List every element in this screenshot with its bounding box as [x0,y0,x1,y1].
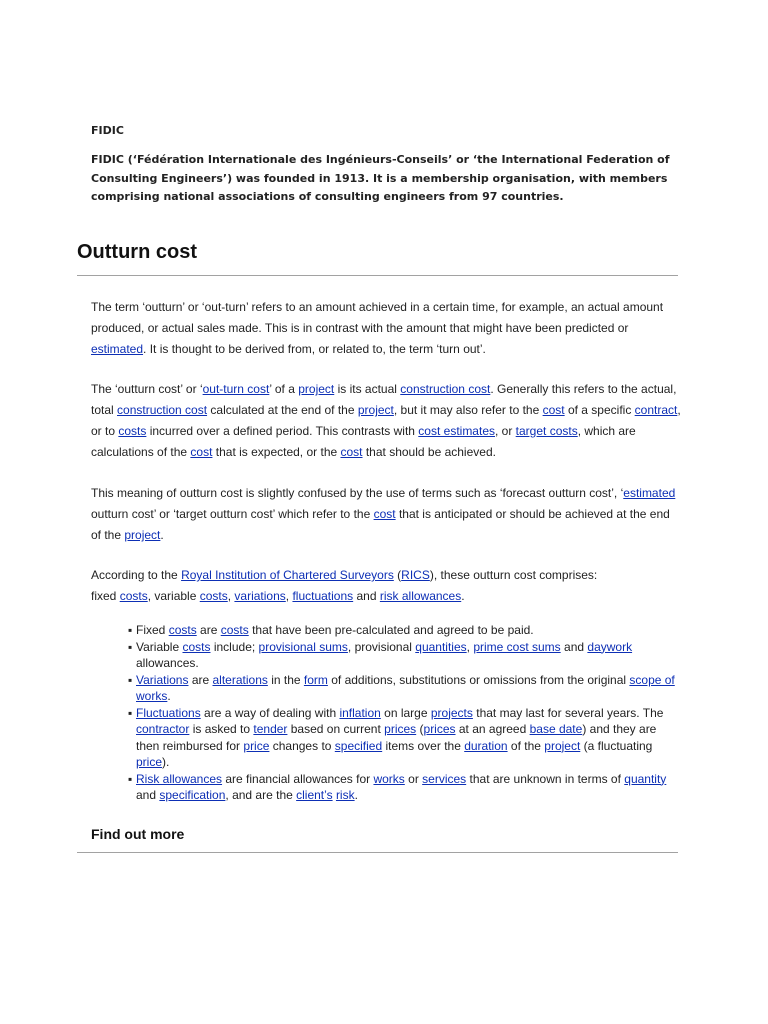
text: According to the [91,568,182,582]
heading-divider [77,275,678,276]
text: of additions, substitutions or omissions from the original [327,672,630,687]
text: calculated at the end of the [207,403,358,417]
link-target-costs[interactable]: target costs [515,424,578,438]
text: are [196,623,221,637]
link-daywork[interactable]: daywork [587,639,633,654]
link-costs[interactable]: costs [119,589,148,603]
bullet-icon: ▪ [128,623,133,637]
link-specified[interactable]: specified [334,738,383,753]
list-item [128,705,678,771]
link-price[interactable]: price [136,755,163,769]
bullet-icon: ▪ [128,639,133,654]
text: ( [393,568,402,582]
cost-components-list [128,622,678,804]
link-cost[interactable]: cost [340,445,363,459]
fidic-title: FIDIC [91,124,124,137]
text: changes to [269,738,335,753]
text: , which are calculations of the [91,424,636,459]
text: . Generally this refers to the actual, total [91,382,677,417]
bullet-icon: ▪ [128,672,133,687]
link-base-date[interactable]: base date [529,722,583,736]
link-form[interactable]: form [303,672,328,687]
text: ’ of a [269,382,299,396]
text: The ‘outturn cost’ or ‘ [91,382,203,396]
link-project[interactable]: project [357,403,394,417]
link-tender[interactable]: tender [253,722,288,736]
link-provisional-sums[interactable]: provisional sums [258,639,348,654]
text: allowances. [136,656,199,670]
text: or [404,771,423,786]
link-variations[interactable]: variations [234,589,286,603]
link-out-turn-cost[interactable]: out-turn cost [202,382,270,396]
text: that is expected, or the [212,445,341,459]
link-rics[interactable]: RICS [401,568,430,582]
text: , but it may also refer to the [393,403,543,417]
link-costs[interactable]: costs [199,589,228,603]
text: that should be achieved. [362,445,496,459]
text: . [160,528,164,542]
paragraph-outturn-cost [91,379,681,463]
text: (a fluctuating [580,738,653,753]
link-risk-allowances[interactable]: Risk allowances [136,771,223,786]
link-specification[interactable]: specification [159,788,226,802]
link-cost[interactable]: cost [542,403,565,417]
link-clients[interactable]: client’s [296,788,333,802]
text: . [167,689,171,703]
text: ). [162,755,170,769]
text: , [285,589,293,603]
text: , or [495,424,516,438]
text: based on current [287,722,385,736]
text: . [354,788,358,802]
text: , or to [91,403,681,438]
page-title: Outturn cost [77,241,197,263]
text: This meaning of outturn cost is slightly confused by the use of terms such as ‘forecast outturn cost’, ‘ [91,486,624,500]
text: incurred over a defined period. This contrasts with [146,424,419,438]
text: ( [416,722,424,736]
link-quantity[interactable]: quantity [624,771,667,786]
link-cost[interactable]: cost [190,445,213,459]
text: on large [380,705,431,720]
link-costs[interactable]: costs [220,623,249,637]
link-projects[interactable]: projects [430,705,473,720]
text: and [560,639,588,654]
link-estimated[interactable]: estimated [91,342,144,356]
text: , variable [147,589,200,603]
link-contract[interactable]: contract [634,403,678,417]
link-prices[interactable]: prices [384,722,417,736]
text: are a way of dealing with [200,705,340,720]
text: , and are the [225,788,297,802]
paragraph-rics [91,565,681,607]
link-construction-cost[interactable]: construction cost [117,403,208,417]
text: are [188,672,213,687]
text: , [227,589,235,603]
link-project[interactable]: project [298,382,335,396]
link-quantities[interactable]: quantities [415,639,467,654]
text: in the [267,672,304,687]
link-costs[interactable]: costs [182,639,211,654]
text: outturn cost’ or ‘target outturn cost’ which refer to the [91,507,374,521]
link-prime-cost-sums[interactable]: prime cost sums [473,639,561,654]
link-cost-estimates[interactable]: cost estimates [418,424,495,438]
link-rics-full[interactable]: Royal Institution of Chartered Surveyors [181,568,394,582]
text: The term ‘outturn’ or ‘out-turn’ refers to an amount achieved in a certain time, for example, an actual amount produced, or actual sales made. This is in contrast with the amount that might have been predicted or [91,300,664,335]
text: of a specific [564,403,635,417]
text: of the [507,738,545,753]
link-fluctuations[interactable]: Fluctuations [136,705,201,720]
link-fluctuations[interactable]: fluctuations [292,589,354,603]
link-alterations[interactable]: alterations [212,672,268,687]
text: and [353,589,380,603]
text: is its actual [334,382,401,396]
text: that are unknown in terms of [466,771,625,786]
text: are financial allowances for [222,771,374,786]
fidic-description: FIDIC (‘Fédération Internationale des Ingénieurs-Conseils’ or ‘the International Federation of Consulting Engineers’) was founded in 1913. It is a membership organisation, with members comprising national associations of consulting engineers from 97 countries. [91,153,670,203]
find-out-more-heading: Find out more [91,826,185,842]
paragraph-definition [91,297,681,360]
text: that may last for several years. The [472,705,664,720]
link-costs[interactable]: costs [118,424,147,438]
list-item [128,622,678,639]
link-duration[interactable]: duration [464,738,508,753]
link-prices[interactable]: prices [423,722,456,736]
paragraph-confusion [91,483,681,546]
text: at an agreed [455,722,530,736]
link-project[interactable]: project [124,528,161,542]
link-scope-of-works[interactable]: scope of works [136,672,675,703]
list-item [128,672,678,705]
bullet-icon: ▪ [128,771,133,786]
link-variations[interactable]: Variations [136,672,189,687]
link-contractor[interactable]: contractor [136,722,190,736]
link-estimated[interactable]: estimated [623,486,676,500]
text: ), these outturn cost comprises: [429,568,598,582]
text: Variable [136,639,183,654]
link-works[interactable]: works [373,771,405,786]
text: that have been pre-calculated and agreed to be paid. [248,623,534,637]
link-price[interactable]: price [243,738,270,753]
find-out-more-divider [77,852,678,853]
link-costs[interactable]: costs [168,623,197,637]
link-project[interactable]: project [544,738,581,753]
link-construction-cost[interactable]: construction cost [400,382,491,396]
text: . [461,589,465,603]
list-item [128,771,678,804]
link-risk-allowances[interactable]: risk allowances [379,589,462,603]
text: . It is thought to be derived from, or related to, the term ‘turn out’. [143,342,486,356]
link-cost[interactable]: cost [373,507,396,521]
link-risk[interactable]: risk [335,788,355,802]
text: , provisional [347,639,416,654]
bullet-icon: ▪ [128,705,133,720]
text: is asked to [189,722,254,736]
text: items over the [382,738,465,753]
text: and [136,788,160,802]
link-inflation[interactable]: inflation [339,705,381,720]
text: that is anticipated or should be achieved at the end of the [91,507,670,542]
list-item [128,639,678,672]
text: include; [210,639,259,654]
text: ) and they are then reimbursed for [136,722,657,753]
text: , [466,639,474,654]
link-services[interactable]: services [422,771,467,786]
text: Fixed [136,623,169,637]
text: fixed [91,589,120,603]
